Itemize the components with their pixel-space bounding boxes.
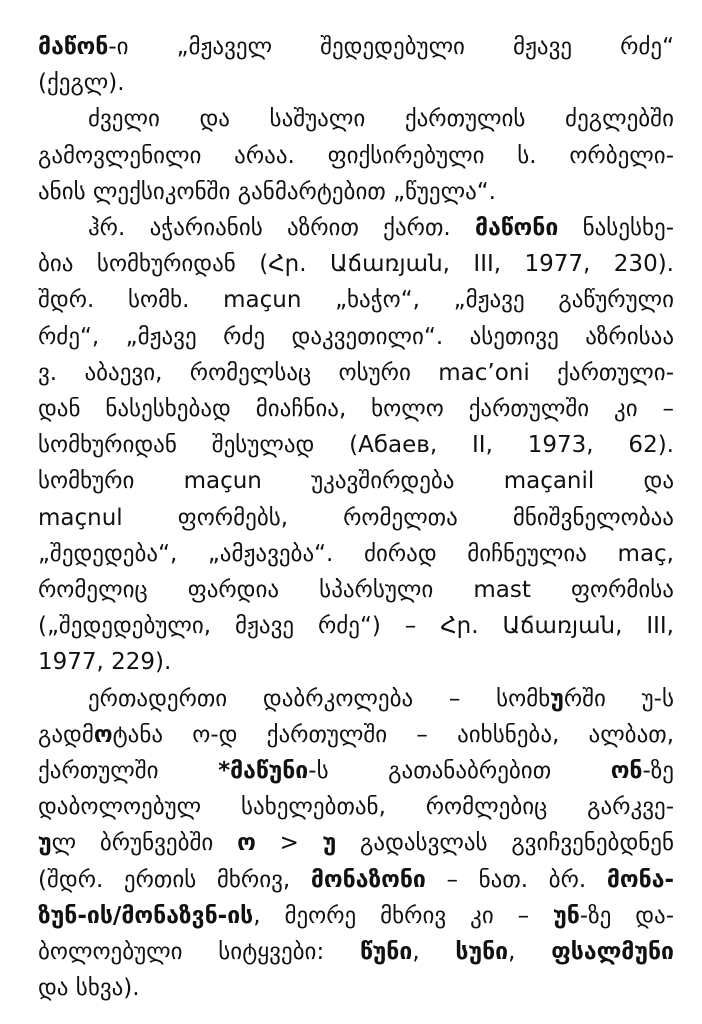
bold-term: უ xyxy=(38,830,52,857)
text-line: ზუნ-ის/მონაზვნ-ის, მეორე მხრივ კი – უნ-ზე და- xyxy=(38,902,674,929)
text-line: (შდრ. ერთის მხრივ, მონაზონი – ნათ. ბრ. მონა- xyxy=(38,866,674,893)
bold-term: ზუნ-ის/მონაზვნ-ის xyxy=(38,902,254,929)
bold-term: მაწონი xyxy=(475,215,559,241)
bold-term: ფსალმუნი xyxy=(551,939,674,965)
text-line: (ქეგლ). xyxy=(38,70,125,97)
text-line: ულ ბრუნვებში ო > უ გადასვლას გვიჩვენებდნენ xyxy=(38,830,674,857)
text-line: ანის ლექსიკონში განმარტებით „წუელა“. xyxy=(38,178,496,205)
text-line: დან ნასესხებად მიაჩნია, ხოლო ქართულში კი – xyxy=(38,396,674,422)
text-line: ერთადერთი დაბრკოლება – სომხურში უ-ს xyxy=(88,685,674,712)
text-line: რომელიც ფარდია სპარსული mast ფორმისა xyxy=(38,577,674,603)
text-line: სომხურიდან შესულად (Абаев, II, 1973, 62). xyxy=(38,432,674,459)
text-line: maçnul ფორმებს, რომელთა მნიშვნელობაა xyxy=(38,504,674,531)
bold-term: უ xyxy=(550,685,564,712)
bold-term: ონ xyxy=(610,758,643,784)
text-line: შდრ. სომხ. maçun „ხაჭო“, „მჟავე გაწურული xyxy=(38,287,674,314)
text-line: გამოვლენილი არაა. ფიქსირებული ს. ორბელი- xyxy=(38,142,674,169)
text-line: ჰრ. აჭარიანის აზრით ქართ. მაწონი ნასესხე- xyxy=(88,215,674,241)
bold-term: მონა- xyxy=(606,866,674,893)
text-line: „შედედება“, „ამჟავება“. ძირად მიჩნეულია maç, xyxy=(38,540,674,567)
bold-term: უნ xyxy=(553,902,580,929)
text-line: ქართულში *მაწუნი-ს გათანაბრებით ონ-ზე xyxy=(38,758,674,784)
bold-term: უ xyxy=(322,830,337,857)
text-line: („შედედებული, მჟავე რძე“) – Հր. Աճառյան, III, xyxy=(38,613,674,640)
text-line: რძე“, „მჟავე რძე დაკვეთილი“. ასეთივე აზრისაა xyxy=(38,323,674,350)
text-line: ბოლოებული სიტყვები: წუნი, სუნი, ფსალმუნი xyxy=(38,939,674,965)
text-line: დაბოლოებულ სახელებთან, რომლებიც გარკვე- xyxy=(38,794,674,821)
text-line: მაწონ-ი „მჟაველ შედედებული მჟავე რძე“ xyxy=(38,34,674,60)
text-line: სომხური maçun უკავშირდება maçanil და xyxy=(38,468,674,495)
bold-term: ო xyxy=(93,721,113,748)
text-line: ძველი და საშუალი ქართულის ძეგლებში xyxy=(88,106,674,133)
text-line: ვ. აბაევი, რომელსაც ოსური mac’oni ქართული- xyxy=(38,359,674,386)
text-line: და სხვა). xyxy=(38,975,140,1002)
text-line: გადმოტანა ო-დ ქართულში – აიხსნება, ალბათ, xyxy=(38,721,674,748)
text-line: 1977, 229). xyxy=(38,649,172,676)
bold-term: წუნი xyxy=(359,939,413,965)
text-line: ბია სომხურიდან (Հր. Աճառյան, III, 1977, 230). xyxy=(38,251,674,278)
bold-term: მონაზონი xyxy=(310,866,426,893)
bold-term: მაწონ xyxy=(38,34,109,60)
bold-term: ო xyxy=(237,830,256,857)
bold-term: *მაწუნი xyxy=(218,758,309,784)
bold-term: სუნი xyxy=(455,939,509,965)
